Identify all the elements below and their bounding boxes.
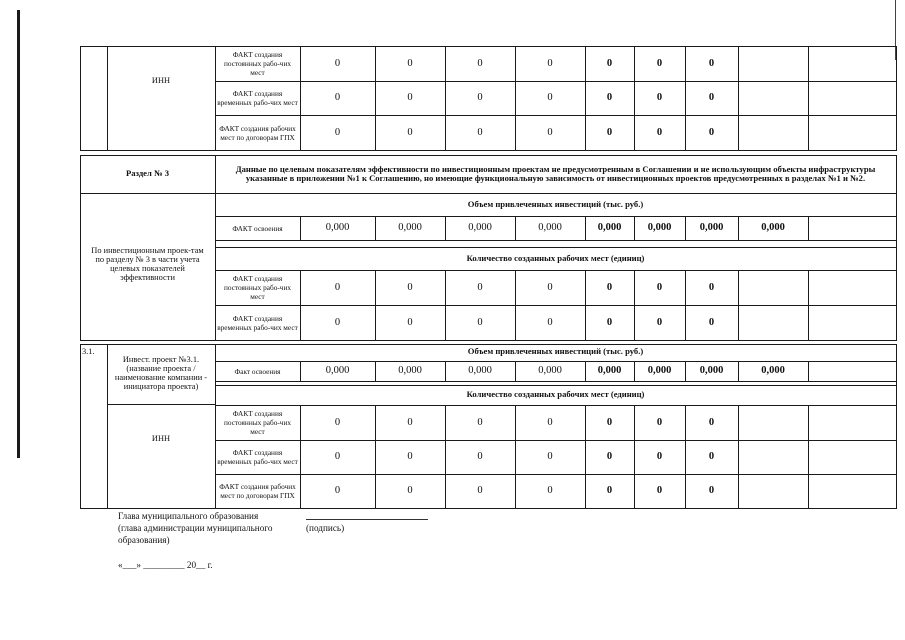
grid-line (808, 270, 809, 306)
inn-label: ИНН (151, 433, 171, 443)
inn-label: ИНН (151, 75, 171, 85)
grid-line (107, 46, 108, 151)
value-cell: 0 (708, 126, 715, 138)
value-cell: 0 (656, 416, 663, 428)
grid-line (738, 305, 739, 341)
grid-line (896, 155, 897, 194)
grid-line (215, 305, 216, 341)
value-cell: 0 (407, 126, 413, 138)
value-cell: 0 (407, 281, 413, 293)
value-cell: 0 (656, 281, 663, 293)
jobs-header: Количество созданных рабочих мест (единиц) (466, 252, 645, 263)
footer-head-title: Глава муниципального образования (118, 511, 259, 521)
row-label: Факт освоения (234, 366, 281, 376)
value-cell: 0 (606, 57, 613, 69)
grid-line (80, 344, 81, 509)
value-cell: 0 (407, 92, 413, 104)
value-cell: 0 (656, 57, 663, 69)
grid-line (215, 361, 216, 382)
value-cell: 0 (547, 281, 553, 293)
row-label: ФАКТ освоения (232, 223, 283, 233)
grid-line (738, 81, 739, 116)
grid-line (896, 81, 897, 116)
value-cell: 0 (407, 316, 413, 328)
grid-line (215, 440, 216, 475)
value-cell: 0 (334, 126, 341, 138)
signature-line (306, 519, 428, 520)
value-cell: 0 (477, 57, 483, 69)
value-cell: 0 (334, 281, 341, 293)
project-number: 3.1. (82, 346, 95, 356)
grid-line (738, 46, 739, 82)
value-cell: 0 (547, 416, 553, 428)
value-cell: 0 (708, 416, 715, 428)
value-cell: 0 (708, 281, 715, 293)
footer-signature-caption: (подпись) (306, 523, 345, 533)
project-name: Инвест. проект №3.1. (название проекта / наименование компании - инициатора проекта) (114, 355, 208, 391)
grid-line (215, 340, 897, 341)
grid-line (738, 270, 739, 306)
value-cell: 0,000 (699, 222, 724, 234)
value-cell: 0 (547, 92, 553, 104)
row-label: ФАКТ создания постоянных рабо-чих мест (223, 409, 292, 436)
grid-line (738, 440, 739, 475)
row-label: ФАКТ создания постоянных рабо-чих мест (223, 274, 292, 301)
grid-line (215, 240, 897, 241)
grid-line (808, 474, 809, 509)
grid-line (738, 115, 739, 151)
value-cell: 0 (477, 416, 483, 428)
value-cell: 0 (656, 92, 663, 104)
grid-line (215, 474, 216, 509)
value-cell: 0 (606, 451, 613, 463)
grid-line (80, 340, 216, 341)
row-label: ФАКТ создания временных рабо-чих мест (217, 313, 298, 332)
value-cell: 0 (708, 316, 715, 328)
grid-line (896, 115, 897, 151)
value-cell: 0 (656, 316, 663, 328)
value-cell: 0 (334, 416, 341, 428)
row-label: ФАКТ создания временных рабо-чих мест (217, 89, 298, 107)
grid-line (215, 81, 216, 116)
value-cell: 0 (477, 316, 483, 328)
value-cell: 0 (407, 416, 413, 428)
invest-header: Объем привлеченных инвестиций (тыс. руб.) (467, 346, 644, 357)
value-cell: 0 (547, 57, 553, 69)
value-cell: 0,000 (468, 365, 492, 377)
value-cell: 0 (656, 485, 663, 497)
grid-line (215, 405, 216, 441)
grid-line (107, 344, 108, 509)
grid-line (808, 405, 809, 441)
value-cell: 0 (708, 485, 715, 497)
grid-line (215, 46, 216, 82)
grid-line (896, 405, 897, 441)
value-cell: 0 (334, 92, 341, 104)
value-cell: 0 (477, 485, 483, 497)
grid-line (215, 216, 216, 241)
value-cell: 0 (477, 92, 483, 104)
grid-line (808, 81, 809, 116)
value-cell: 0,000 (325, 222, 350, 234)
value-cell: 0 (547, 485, 553, 497)
section-left-label: По инвестиционным проек-там по разделу № 3 в части учета целевых показателей эффективности (91, 246, 204, 282)
value-cell: 0 (477, 281, 483, 293)
page-margin-bar (17, 10, 20, 458)
value-cell: 0 (334, 57, 341, 69)
grid-line (215, 155, 216, 194)
invest-header: Объем привлеченных инвестиций (тыс. руб.) (467, 199, 644, 210)
value-cell: 0 (407, 485, 413, 497)
row-label: ФАКТ создания рабочих мест по договорам ГПХ (219, 123, 296, 142)
value-cell: 0,000 (538, 222, 562, 234)
value-cell: 0,000 (398, 222, 422, 234)
grid-line (215, 115, 216, 151)
section-description: Данные по целевым показателям эффективности по инвестиционным проектам не предусмотренным в Соглашении и не использующим объекты инфраструктуры указанные в приложении №1 к Соглашению, но имеющие функциональную зависимость от инвестиционных проектов предусмотренных в разделах №1 и №2. (235, 163, 876, 183)
value-cell: 0 (407, 451, 413, 463)
value-cell: 0 (606, 485, 613, 497)
value-cell: 0,000 (699, 365, 724, 377)
value-cell: 0 (334, 316, 341, 328)
grid-line (896, 440, 897, 475)
value-cell: 0 (334, 485, 341, 497)
value-cell: 0 (477, 451, 483, 463)
grid-line (80, 193, 897, 194)
value-cell: 0,000 (325, 365, 350, 377)
grid-line (215, 270, 216, 306)
grid-line (738, 474, 739, 509)
value-cell: 0 (334, 451, 341, 463)
grid-line (80, 193, 81, 341)
value-cell: 0 (547, 126, 553, 138)
value-cell: 0 (477, 126, 483, 138)
section-title: Раздел № 3 (125, 168, 170, 179)
grid-line (80, 46, 81, 151)
grid-line (808, 46, 809, 82)
grid-line (80, 150, 216, 151)
row-label: ФАКТ создания временных рабо-чих мест (217, 448, 298, 466)
grid-line (808, 216, 809, 241)
value-cell: 0 (708, 92, 715, 104)
grid-line (896, 46, 897, 82)
value-cell: 0 (656, 451, 663, 463)
grid-line (896, 361, 897, 382)
grid-line (107, 404, 216, 405)
row-label: ФАКТ создания постоянных рабо-чих мест (223, 50, 292, 77)
value-cell: 0 (606, 416, 613, 428)
value-cell: 0,000 (647, 365, 672, 377)
grid-line (215, 381, 897, 382)
grid-line (896, 270, 897, 306)
value-cell: 0 (606, 126, 613, 138)
grid-line (808, 115, 809, 151)
value-cell: 0,000 (538, 365, 562, 377)
grid-line (896, 216, 897, 241)
value-cell: 0,000 (647, 222, 672, 234)
grid-line (808, 305, 809, 341)
value-cell: 0,000 (597, 365, 622, 377)
grid-line (215, 508, 897, 509)
grid-line (215, 150, 897, 151)
footer-date-field: «___» _________ 20__ г. (118, 560, 213, 570)
value-cell: 0 (547, 451, 553, 463)
footer-head-subtitle: (глава администрации муниципального (118, 523, 273, 533)
grid-line (215, 247, 897, 248)
row-label: ФАКТ создания рабочих мест по договорам ГПХ (219, 482, 296, 500)
value-cell: 0,000 (761, 365, 785, 377)
grid-line (80, 46, 216, 47)
grid-line (80, 508, 216, 509)
grid-line (808, 361, 809, 382)
grid-line (738, 405, 739, 441)
value-cell: 0 (606, 316, 613, 328)
value-cell: 0 (656, 126, 663, 138)
grid-line (896, 305, 897, 341)
jobs-header: Количество созданных рабочих мест (единиц) (466, 389, 645, 400)
value-cell: 0,000 (597, 222, 622, 234)
value-cell: 0 (708, 57, 715, 69)
grid-line (896, 474, 897, 509)
value-cell: 0 (606, 92, 613, 104)
grid-line (808, 440, 809, 475)
value-cell: 0,000 (761, 222, 785, 234)
value-cell: 0,000 (398, 365, 422, 377)
value-cell: 0 (407, 57, 413, 69)
footer-head-subtitle-end: образования) (118, 535, 170, 545)
value-cell: 0 (606, 281, 613, 293)
value-cell: 0 (708, 451, 715, 463)
value-cell: 0,000 (468, 222, 492, 234)
value-cell: 0 (547, 316, 553, 328)
